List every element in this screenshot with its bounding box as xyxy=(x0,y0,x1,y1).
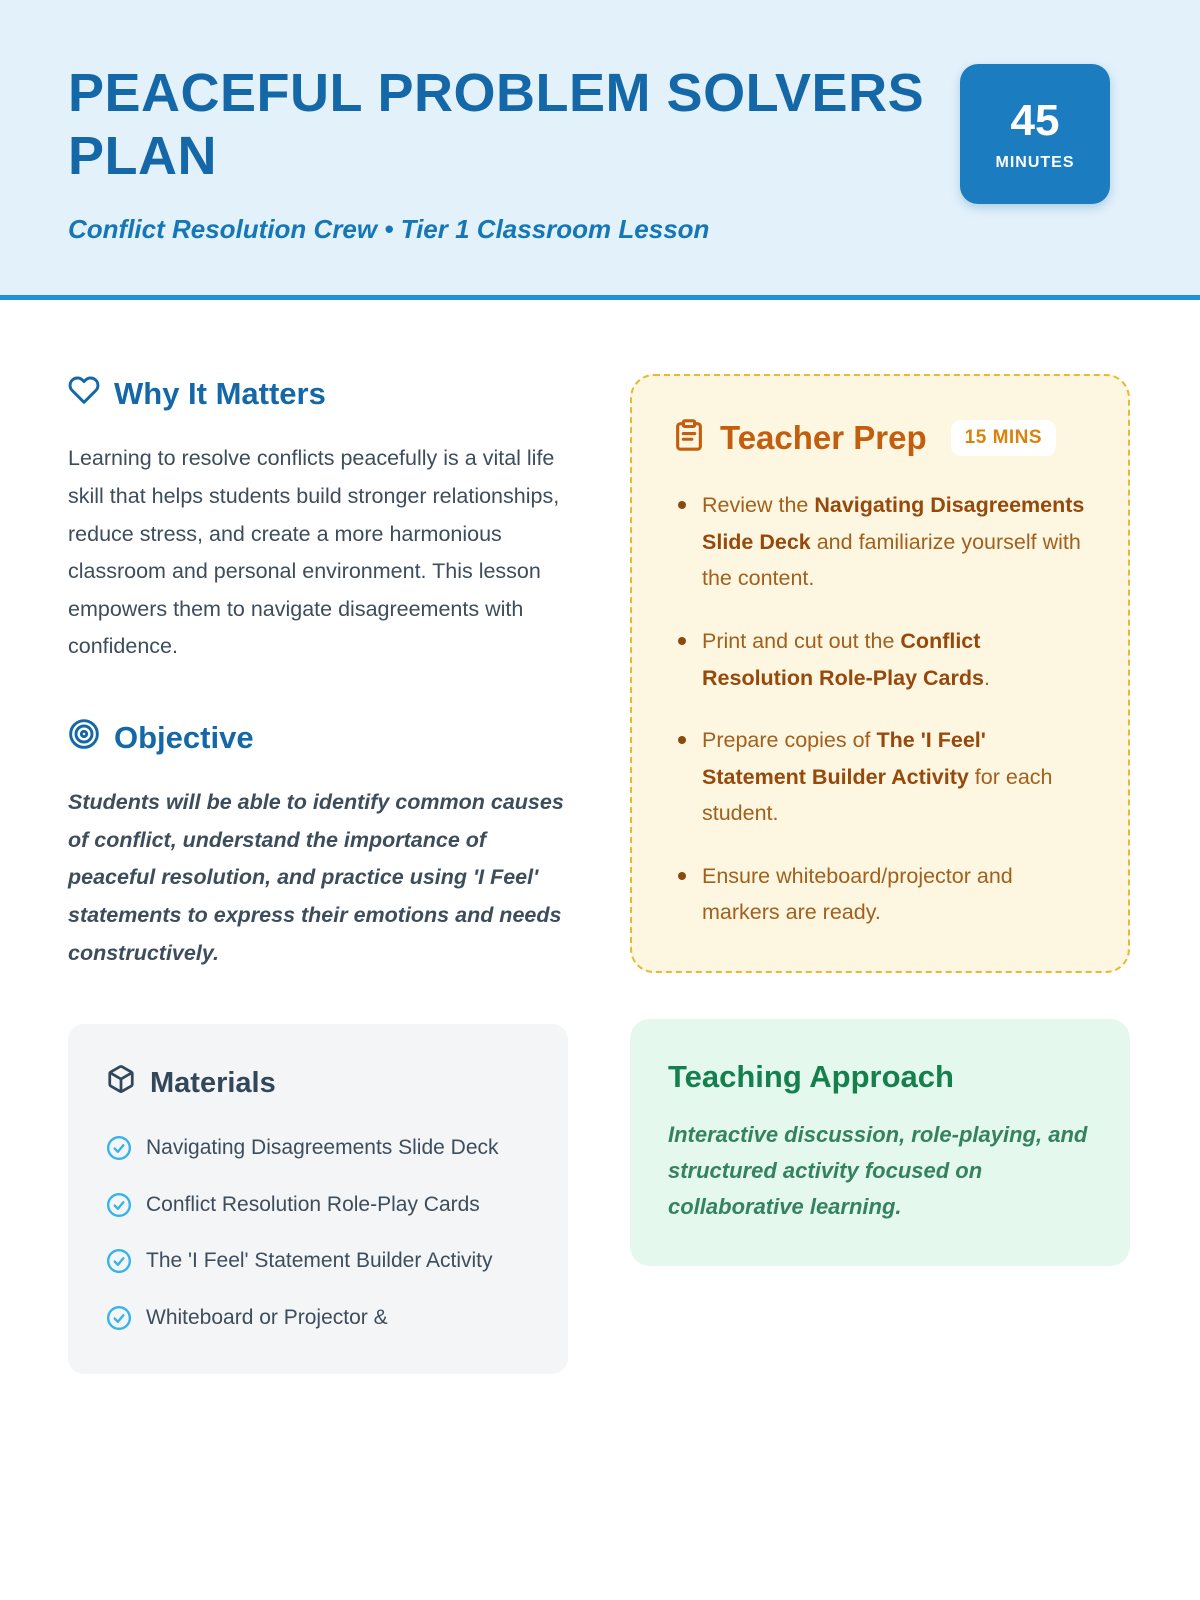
prep-item-text: Prepare copies of xyxy=(702,728,877,753)
material-item-label: Conflict Resolution Role-Play Cards xyxy=(146,1192,480,1216)
materials-label: Materials xyxy=(150,1066,276,1099)
check-circle-icon xyxy=(106,1192,132,1218)
check-circle-icon xyxy=(106,1305,132,1331)
lesson-header xyxy=(0,0,1200,300)
left-column xyxy=(68,374,568,1374)
prep-item-text: and familiarize yourself with the content. xyxy=(702,529,1081,591)
list-item xyxy=(672,623,1088,696)
material-item-label: Navigating Disagreements Slide Deck xyxy=(146,1136,499,1160)
prep-item-text: for each student. xyxy=(702,764,1053,826)
why-it-matters-text: Learning to resolve conflicts peacefully is a vital life skill that helps students build stronger relationships, reduce stress, and create a more harmonious classroom and personal environment. This lesson empowers them to navigate disagreements with confidence. xyxy=(68,446,560,659)
list-item xyxy=(672,722,1088,832)
duration-value: 45 xyxy=(1010,96,1060,145)
teacher-prep-list xyxy=(672,487,1088,930)
clipboard-icon xyxy=(672,418,706,457)
materials-list xyxy=(106,1132,530,1334)
list-item xyxy=(672,487,1088,597)
page-title: PEACEFUL PROBLEM SOLVERS PLAN xyxy=(68,63,925,187)
material-item-label: Whiteboard or Projector & xyxy=(146,1305,388,1329)
heart-icon xyxy=(68,374,100,414)
check-circle-icon xyxy=(106,1248,132,1274)
why-it-matters-heading xyxy=(68,374,568,414)
teacher-prep-card xyxy=(630,374,1130,972)
lesson-body xyxy=(0,300,1200,1374)
check-circle-icon xyxy=(106,1135,132,1161)
prep-item-text: Print and cut out the xyxy=(702,628,901,653)
right-column xyxy=(630,374,1130,1374)
list-item xyxy=(106,1132,530,1165)
teacher-prep-label: Teacher Prep xyxy=(720,418,927,456)
materials-card xyxy=(68,1024,568,1374)
prep-item-bold: Navigating Disagreements Slide Deck xyxy=(702,493,1085,554)
objective-heading xyxy=(68,718,568,758)
prep-item-text: . xyxy=(983,665,990,690)
list-item xyxy=(672,858,1088,931)
objective-label: Objective xyxy=(114,720,254,756)
objective-text: Students will be able to identify common causes of conflict, understand the importance of peaceful resolution, and practice using 'I Feel' statements to express their emotions and needs constructively. xyxy=(68,790,564,965)
list-item xyxy=(106,1302,530,1335)
teaching-approach-card xyxy=(630,1019,1130,1266)
duration-unit: MINUTES xyxy=(995,154,1075,171)
prep-item-bold: Conflict Resolution Role-Play Cards xyxy=(702,628,984,690)
prep-item-text: Review the xyxy=(702,493,815,518)
prep-item-text: Ensure whiteboard/projector and markers are ready. xyxy=(702,863,1013,925)
package-icon xyxy=(106,1064,136,1102)
material-item-label: The 'I Feel' Statement Builder Activity xyxy=(146,1249,493,1273)
teacher-prep-header xyxy=(672,418,1088,457)
teaching-approach-label: Teaching Approach xyxy=(668,1058,954,1094)
prep-time-badge: 15 MINS xyxy=(951,420,1056,456)
target-icon xyxy=(68,718,100,758)
duration-badge xyxy=(960,64,1110,204)
list-item xyxy=(106,1189,530,1222)
lesson-subtitle: Conflict Resolution Crew • Tier 1 Classroom Lesson xyxy=(68,214,710,245)
why-it-matters-label: Why It Matters xyxy=(114,376,326,412)
teaching-approach-text: Interactive discussion, role-playing, and structured activity focused on collaborative learning. xyxy=(668,1121,1088,1220)
list-item xyxy=(106,1245,530,1278)
materials-heading xyxy=(106,1064,530,1102)
prep-item-bold: The 'I Feel' Statement Builder Activity xyxy=(702,728,986,789)
